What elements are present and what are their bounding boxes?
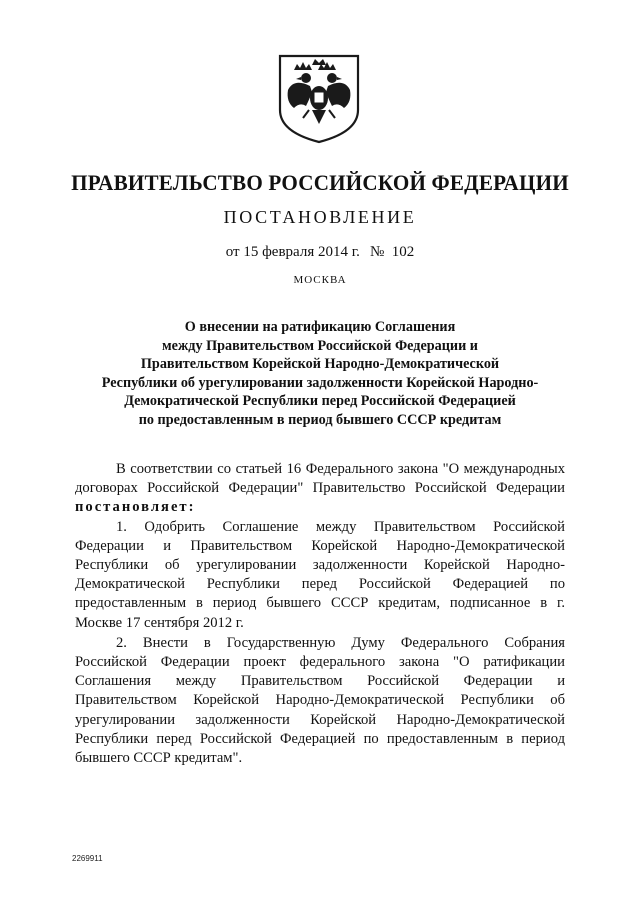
document-type: ПОСТАНОВЛЕНИЕ [223, 207, 417, 227]
document-date: от 15 февраля 2014 г. [225, 244, 360, 260]
number-sign: № [369, 244, 385, 260]
preamble-paragraph [75, 460, 565, 518]
date-line [0, 244, 640, 261]
document-body [75, 460, 565, 768]
preamble-text: В соответствии со статьей 16 Федерального закона "О международных договорах Российской Федерации" Правительство Российской Федерации [75, 461, 565, 497]
resolves-keyword: постановляет: [75, 499, 196, 516]
coat-of-arms-icon [276, 52, 362, 144]
city: МОСКВА [293, 274, 347, 286]
document-number: 102 [391, 244, 415, 260]
subject-line: О внесении на ратификацию Соглашения [184, 319, 456, 335]
item-2-paragraph: 2. Внести в Государственную Думу Федерального Собрания Российской Федерации проект федерального закона "О ратификации Соглашения между Правительством Российской Федерации и Правительством Корейской Народно-Демократической Республики об урегулировании задолженности Корейской Народно-Демократической Республики перед Российской Федерацией по предоставленным в период бывшего СССР кредитам". [75, 634, 565, 767]
document-code: 2269911 [72, 854, 103, 863]
subject-line: между Правительством Российской Федерации и [162, 337, 478, 354]
subject-line: Республики об урегулировании задолженности Корейской Народно- [101, 374, 539, 391]
item-1-paragraph: 1. Одобрить Соглашение между Правительством Российской Федерации и Правительством Корейской Народно-Демократической Республики об урегулировании задолженности Корейской Народно-Демократической Республики перед Российской Федерацией по предоставленным в период бывшего СССР кредитам, подписанное в г. Москве 17 сентября 2012 г. [75, 518, 565, 631]
subject-line: Правительством Корейской Народно-Демократической [140, 356, 500, 373]
subject-line: по предоставленным в период бывшего СССР кредитам [138, 411, 502, 428]
document-subject [50, 318, 590, 430]
subject-line: Демократической Республики перед Российской Федерацией [124, 393, 516, 410]
government-title: ПРАВИТЕЛЬСТВО РОССИЙСКОЙ ФЕДЕРАЦИИ [71, 170, 569, 195]
